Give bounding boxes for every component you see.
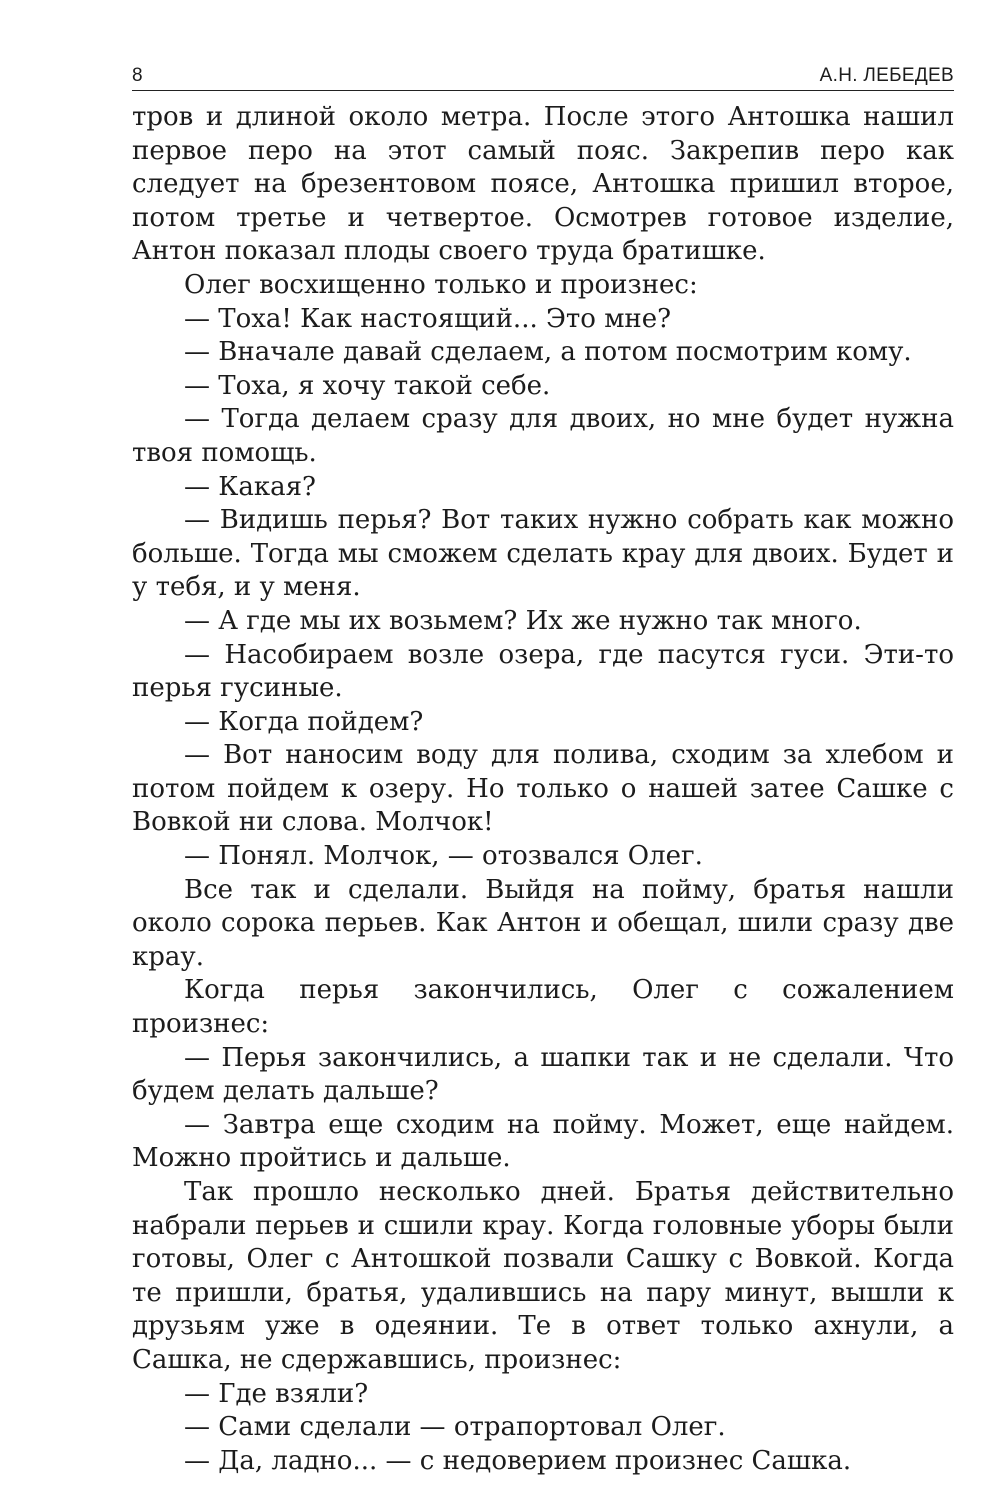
dialogue-line: — Когда пойдем? — [184, 706, 424, 737]
running-head-author: А.Н. ЛЕБЕДЕВ — [819, 65, 954, 86]
paragraph: Так прошло несколько дней. Братья действительно набрали перьев и сшили крау. Когда головные уборы были готовы, Олег с Антошкой позвали Сашку с Вовкой. Когда те пришли, братья, удалившись на пару минут, вышли к друзьям уже в одеянии. Те в ответ только ахнули, а Сашка, не сдержавшись, произнес: — [132, 1177, 954, 1375]
dialogue-line: — Сами сделали — отрапортовал Олег. — [184, 1412, 726, 1443]
running-header — [132, 62, 954, 91]
dialogue-line: — Где взяли? — [184, 1378, 369, 1409]
dialogue-line: — Вначале давай сделаем, а потом посмотрим кому. — [184, 337, 912, 368]
dialogue-line: — А где мы их возьмем? Их же нужно так много. — [184, 605, 862, 636]
dialogue-line: — Понял. Молчок, — отозвался Олег. — [184, 841, 703, 872]
paragraph: Олег восхищенно только и произнес: — [184, 269, 698, 300]
dialogue-line: — Видишь перья? Вот таких нужно собрать как можно больше. Тогда мы сможем сделать крау для двоих. Будет и у тебя, и у меня. — [132, 505, 954, 603]
dialogue-line: — Перья закончились, а шапки так и не сделали. Что будем делать дальше? — [132, 1042, 954, 1107]
dialogue-line: — Тогда делаем сразу для двоих, но мне будет нужна твоя помощь. — [132, 404, 954, 468]
page-number: 8 — [132, 65, 143, 86]
dialogue-line: — Тоха! Как настоящий... Это мне? — [184, 303, 672, 334]
dialogue-line: — Насобираем возле озера, где пасутся гуси. Эти-то перья гусиные. — [132, 639, 954, 704]
paragraph: Все так и сделали. Выйдя на пойму, братья нашли около сорока перьев. Как Антон и обещал, шили сразу две крау. — [132, 874, 954, 972]
dialogue-line: — Вот наносим воду для полива, сходим за хлебом и потом пойдем к озеру. Но только о нашей затее Сашке с Вовкой ни слова. Молчок! — [132, 740, 954, 838]
paragraph: Когда перья закончились, Олег с сожалением произнес: — [132, 975, 954, 1040]
dialogue-line: — Тоха, я хочу такой себе. — [184, 370, 551, 401]
dialogue-line: — Да, ладно... — с недоверием произнес Сашка. — [184, 1445, 852, 1476]
dialogue-line: — Какая? — [184, 471, 316, 502]
paragraph: тров и длиной около метра. После этого Антошка нашил первое перо на этот самый пояс. Закрепив перо как следует на брезентовом поясе, Антошка пришил второе, потом третье и четвертое. Осмотрев готовое изделие, Антон показал плоды своего труда братишке. — [132, 102, 954, 267]
dialogue-line: — Завтра еще сходим на пойму. Может, еще найдем. Можно пройтись и дальше. — [132, 1109, 954, 1174]
page-body-text — [132, 101, 954, 1478]
